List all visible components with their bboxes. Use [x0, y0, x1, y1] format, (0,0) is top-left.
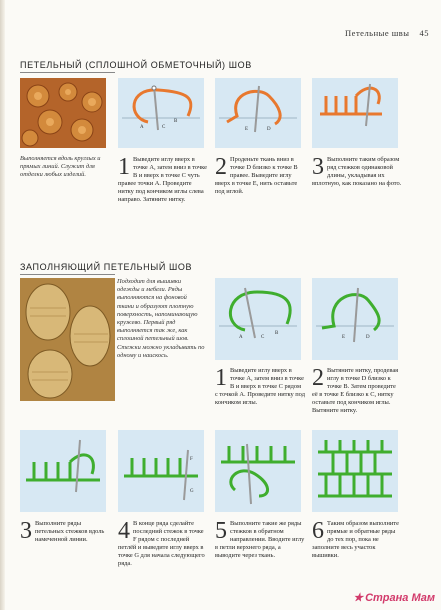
- section1-step1-number: 1: [118, 154, 130, 180]
- section2-step1: [215, 367, 305, 407]
- section2-step4-diagram: [118, 430, 204, 512]
- header-title: Петельные швы: [345, 28, 410, 38]
- section1-step2: [215, 156, 305, 196]
- site-logo[interactable]: [353, 591, 435, 604]
- section2-step6-text: Таким образом выполните прямые и обратные ряды до тех пор, пока не заполните весь участок вышивки.: [312, 520, 399, 560]
- section2-step1-diagram: [215, 278, 301, 360]
- section2-step4: [118, 520, 208, 569]
- svg-text:D: D: [366, 335, 370, 340]
- section2-photo: [20, 278, 115, 401]
- svg-text:C: C: [261, 335, 265, 340]
- section2-step6-diagram: [312, 430, 398, 512]
- section2-step1-text: Выведите иглу вверх в точке А, затем вниз в точке В и вверх в точке С рядом с точкой А. Проведите нитку под кончиком иглы.: [215, 367, 305, 407]
- section1-photo: [20, 78, 106, 148]
- svg-text:G: G: [190, 489, 194, 494]
- section2-step5: [215, 520, 305, 560]
- section2-step3-text: Выполните ряды петельных стежков вдоль намеченной линии.: [35, 520, 105, 544]
- section2-photo-caption: Подходит для вышивки одежды и мебели. Ряды выполняются на фоновой ткани и образуют плотную поверхность, напоминающую кружево. Первый ряд выполняется так же, как сплошной петельный шов. Стежки можно укладывать по одному и наискось.: [117, 278, 205, 359]
- section2-step5-text: Выполните такие же ряды стежков в обратном направлении. Вводите иглу в петли верхнего ряда, а выводите через ткань.: [215, 520, 305, 560]
- section2-step2-text: Вытяните нитку, продевая иглу в точке D близко к точке В. Затем проведите её в точке Е близко к С, нитку оставьте под кончиком иглы. Вытяните нитку.: [312, 367, 399, 415]
- section1-step3-diagram: [312, 78, 398, 148]
- section2-rule: [20, 274, 115, 275]
- svg-text:E: E: [245, 127, 249, 132]
- section2-step3: [20, 520, 110, 544]
- section1-rule: [20, 72, 115, 73]
- section2-step2-number: 2: [312, 365, 324, 391]
- section1-step2-number: 2: [215, 154, 227, 180]
- section2-step5-diagram: [215, 430, 301, 512]
- star-icon: ★: [353, 592, 364, 604]
- svg-text:A: A: [140, 125, 144, 130]
- section2-step3-number: 3: [20, 518, 32, 544]
- section2-step1-number: 1: [215, 365, 227, 391]
- section1-photo-caption: Выполняется вдоль круглых и прямых линий. Служит для отделки любых изделий.: [20, 155, 101, 179]
- section2-step2-diagram: [312, 278, 398, 360]
- section1-step3: [312, 156, 402, 188]
- svg-text:B: B: [275, 331, 279, 336]
- section2-step2: [312, 367, 402, 416]
- section2-step6-number: 6: [312, 518, 324, 544]
- svg-text:F: F: [190, 457, 193, 462]
- section2-step6: [312, 520, 402, 560]
- section2-step4-text: В конце ряда сделайте последний стежок в точке F рядом с последней петлёй и выведите иглу вверх в точке G для начала следующего ряда.: [118, 520, 205, 568]
- section2-title: ЗАПОЛНЯЮЩИЙ ПЕТЕЛЬНЫЙ ШОВ: [20, 262, 193, 272]
- section1-title: ПЕТЕЛЬНЫЙ (СПЛОШНОЙ ОБМЕТОЧНЫЙ) ШОВ: [20, 60, 252, 70]
- svg-text:A: A: [239, 335, 243, 340]
- section2-step4-number: 4: [118, 518, 130, 544]
- svg-text:C: C: [162, 125, 166, 130]
- svg-text:B: B: [174, 119, 178, 124]
- section1-step3-number: 3: [312, 154, 324, 180]
- section1-step1-text: Выведите иглу вверх в точке А, затем вниз в точке В и вверх в точке С чуть правее точки А. Проведите нитку под кончиком иглы слева направо. Затяните нитку.: [118, 156, 207, 204]
- site-logo-text: Страна Мам: [365, 592, 435, 604]
- section1-step3-text: Выполните таким образом ряд стежков одинаковой длины, укладывая их вплотную, как показано на фото.: [312, 156, 402, 188]
- section1-step1: [118, 156, 208, 205]
- svg-text:D: D: [267, 127, 271, 132]
- section1-step2-text: Проденьте ткань вниз в точке D близко к точке В правее. Выведите иглу вверх в точке Е, нить оставьте под иглой.: [215, 156, 298, 196]
- svg-text:E: E: [342, 335, 346, 340]
- page-binding-edge: [0, 0, 5, 610]
- section1-step2-diagram: [215, 78, 301, 148]
- section2-step3-diagram: [20, 430, 106, 512]
- section1-step1-diagram: [118, 78, 204, 148]
- running-header: [345, 28, 429, 38]
- section2-step5-number: 5: [215, 518, 227, 544]
- page-number: 45: [419, 28, 429, 38]
